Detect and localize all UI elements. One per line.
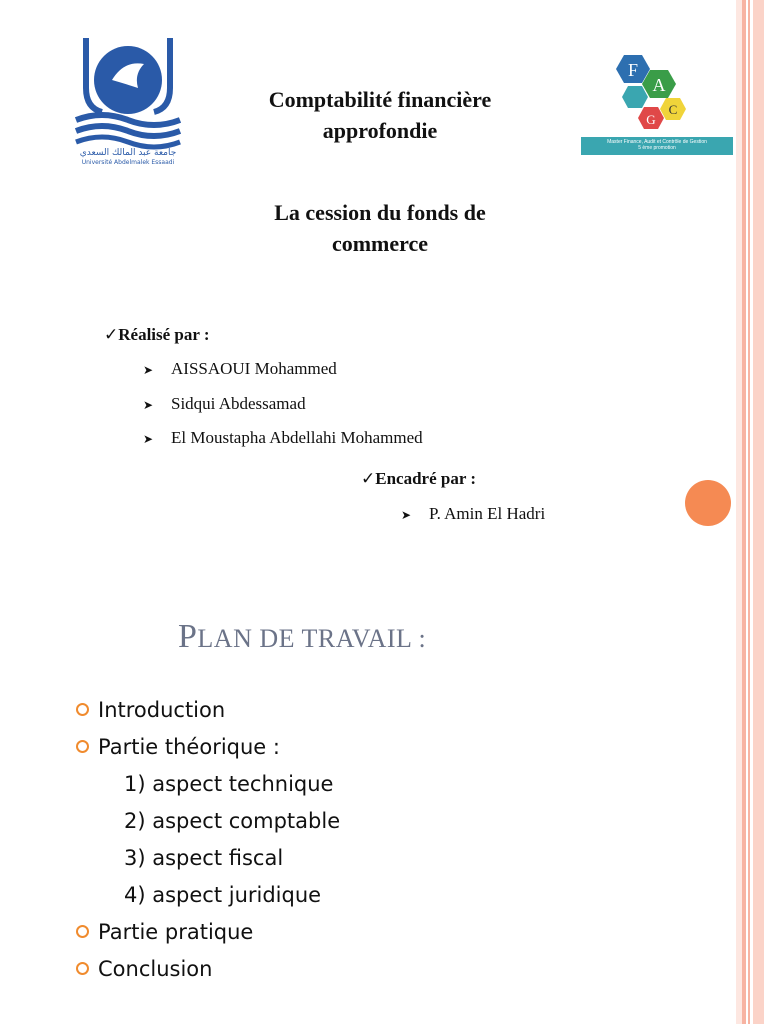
plan-item-text: 1) aspect technique [124, 772, 334, 796]
circle-bullet-icon [76, 962, 89, 975]
arrow-bullet-icon: ➤ [143, 363, 154, 377]
author-name: AISSAOUI Mohammed [171, 359, 337, 378]
subject-title [190, 197, 570, 259]
check-icon: ✓ [104, 325, 119, 344]
plan-item [76, 840, 340, 877]
university-name: Université Abdelmalek Essaadi [81, 159, 175, 166]
arrow-bullet-icon: ➤ [143, 432, 154, 446]
plan-item-text: Conclusion [98, 957, 213, 981]
supervisor-label-text: Encadré par : [375, 469, 476, 488]
plan-item [76, 729, 340, 766]
course-title-line1: Comptabilité financière [268, 87, 492, 112]
plan-item [76, 803, 340, 840]
circle-bullet-icon [76, 703, 89, 716]
check-icon: ✓ [361, 469, 376, 488]
plan-title [178, 618, 426, 656]
logo-letter-a: A [652, 75, 666, 95]
circle-bullet-icon [76, 740, 89, 753]
page-border-decoration [736, 0, 768, 1024]
author-item [143, 428, 423, 448]
plan-item-text: Introduction [98, 698, 226, 722]
university-arabic-name: جامعة عبد المالك السعدي [79, 148, 177, 158]
plan-title-rest: LAN DE TRAVAIL : [197, 624, 427, 653]
logo-letter-g: G [646, 112, 656, 127]
course-title-line2: approfondie [322, 118, 438, 143]
plan-item [76, 951, 340, 988]
plan-item [76, 766, 340, 803]
logo-letter-f: F [627, 60, 639, 80]
plan-item [76, 692, 340, 729]
master-logo-caption [581, 137, 733, 155]
arrow-bullet-icon: ➤ [143, 398, 154, 412]
accent-circle [685, 480, 731, 526]
supervisor-name: P. Amin El Hadri [429, 504, 546, 523]
plan-title-initial: P [178, 618, 198, 655]
supervisor-label [361, 469, 476, 489]
circle-bullet-icon [76, 925, 89, 938]
supervisor-item [401, 504, 545, 524]
authors-label [104, 325, 210, 345]
subject-title-line2: commerce [331, 231, 429, 256]
authors-label-text: Réalisé par : [118, 325, 210, 344]
university-logo [68, 28, 188, 173]
master-caption-line1: Master Finance, Audit et Contrôle de Gestion [607, 139, 707, 145]
plan-list [76, 692, 340, 988]
plan-item [76, 877, 340, 914]
plan-item-text: 3) aspect fiscal [124, 846, 284, 870]
author-item [143, 394, 306, 414]
plan-item [76, 914, 340, 951]
plan-item-text: Partie pratique [98, 920, 254, 944]
course-title [190, 84, 570, 146]
author-name: El Moustapha Abdellahi Mohammed [171, 428, 423, 447]
master-caption-line2: 5 ème promotion [638, 145, 676, 151]
subject-title-line1: La cession du fonds de [274, 200, 486, 225]
arrow-bullet-icon: ➤ [401, 508, 412, 522]
plan-item-text: 2) aspect comptable [124, 809, 341, 833]
author-name: Sidqui Abdessamad [171, 394, 306, 413]
logo-letter-c: C [668, 102, 678, 117]
author-item [143, 359, 337, 379]
plan-item-text: 4) aspect juridique [124, 883, 322, 907]
master-logo-graphic [580, 50, 735, 140]
plan-item-text: Partie théorique : [98, 735, 280, 759]
